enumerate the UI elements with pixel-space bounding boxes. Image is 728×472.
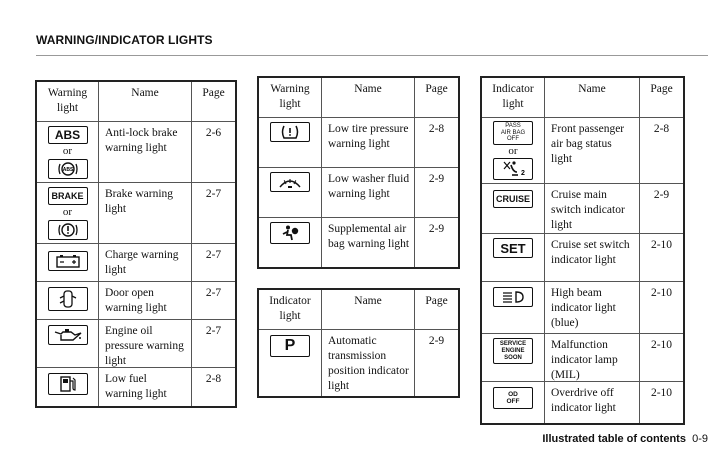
- page-number: 2-6: [205, 127, 222, 139]
- brake-exclamation-icon: [48, 220, 88, 240]
- table-row: [259, 218, 458, 267]
- page-number: 2-9: [428, 173, 445, 185]
- page-number: 2-10: [650, 287, 673, 299]
- table-row: [482, 382, 683, 423]
- header-name: Name: [354, 83, 382, 95]
- light-name: Low washer fluid warning light: [328, 173, 410, 200]
- light-name: Cruise main switch indicator light: [551, 189, 625, 231]
- park-icon: P: [270, 335, 310, 357]
- light-name: Automatic transmission position indicator light: [328, 335, 409, 392]
- page-number: 2-8: [205, 373, 222, 385]
- overdrive-off-icon: OD OFF: [493, 387, 533, 409]
- table-row: [482, 334, 683, 382]
- footer-label: Illustrated table of contents: [542, 433, 686, 445]
- page-number: 2-9: [428, 223, 445, 235]
- abs-icon: ABS: [48, 126, 88, 144]
- table-row: [482, 282, 683, 334]
- page-footer: [542, 433, 708, 445]
- light-name: Low fuel warning light: [105, 373, 167, 400]
- light-name: Low tire pressure warning light: [328, 123, 409, 150]
- header-page: Page: [650, 83, 673, 95]
- table-row: [482, 118, 683, 184]
- set-icon: SET: [493, 238, 533, 258]
- header-light: Warning light: [47, 87, 88, 114]
- indicator-lights-table-2: [480, 76, 685, 425]
- light-name: Front passenger air bag status light: [551, 123, 625, 165]
- divider: [36, 55, 708, 56]
- page-number: 2-8: [653, 123, 670, 135]
- battery-icon: [48, 251, 88, 271]
- page-number: 2-9: [428, 335, 445, 347]
- header-name: Name: [578, 83, 606, 95]
- header-light: Indicator light: [492, 83, 534, 110]
- header-light: Warning light: [270, 83, 310, 110]
- table-row: [259, 118, 458, 168]
- light-name: Overdrive off indicator light: [551, 387, 616, 414]
- washer-fluid-icon: [270, 172, 310, 192]
- table-row: [37, 282, 235, 320]
- section-title: WARNING/INDICATOR LIGHTS: [36, 33, 213, 47]
- airbag-icon: [270, 222, 310, 244]
- light-name: Cruise set switch indicator light: [551, 239, 630, 266]
- header-light: Indicator light: [269, 295, 311, 322]
- page-number: 2-7: [205, 188, 222, 200]
- header-page: Page: [425, 83, 448, 95]
- or-label: or: [62, 206, 73, 218]
- page-number: 2-10: [650, 239, 673, 251]
- light-name: Brake warning light: [105, 188, 174, 215]
- service-engine-soon-icon: SERVICE ENGINE SOON: [493, 338, 533, 364]
- table-header: [482, 78, 683, 118]
- footer-page-number: 0-9: [692, 433, 708, 445]
- table-row: [259, 168, 458, 218]
- table-row: [37, 183, 235, 244]
- airbag-off-icon: [493, 158, 533, 180]
- light-name: Door open warning light: [105, 287, 167, 314]
- table-row: [37, 244, 235, 282]
- table-row: [259, 330, 458, 396]
- light-name: High beam indicator light (blue): [551, 287, 616, 329]
- svg-text:2: 2: [521, 170, 525, 177]
- table-row: [37, 320, 235, 368]
- page-number: 2-7: [205, 287, 222, 299]
- high-beam-icon: [493, 287, 533, 307]
- cruise-icon: CRUISE: [493, 190, 533, 208]
- or-label: or: [508, 145, 518, 157]
- or-label: or: [62, 145, 73, 157]
- brake-circle-icon: [48, 159, 88, 179]
- page-number: 2-7: [205, 325, 222, 337]
- header-page: Page: [202, 87, 225, 99]
- warning-lights-table-2: [257, 76, 460, 269]
- pass-airbag-off-icon: PASS AIR BAG OFF: [493, 121, 533, 145]
- table-header: [259, 78, 458, 118]
- fuel-pump-icon: [48, 373, 88, 395]
- page-number: 2-7: [205, 249, 222, 261]
- table-row: [482, 234, 683, 282]
- door-open-icon: [48, 287, 88, 311]
- light-name: Supplemental air bag warning light: [328, 223, 410, 250]
- table-row: [37, 122, 235, 183]
- tire-pressure-icon: [270, 122, 310, 142]
- table-row: [482, 184, 683, 234]
- light-name: Anti-lock brake warning light: [105, 127, 178, 154]
- table-header: [37, 82, 235, 122]
- svg-text:ABS: ABS: [62, 167, 73, 173]
- oil-can-icon: [48, 325, 88, 345]
- page-number: 2-10: [650, 339, 673, 351]
- table-row: [37, 368, 235, 406]
- page-number: 2-10: [650, 387, 673, 399]
- warning-lights-table-1: [35, 80, 237, 408]
- light-name: Malfunction indicator lamp (MIL): [551, 339, 618, 381]
- table-header: [259, 290, 458, 330]
- light-name: Charge warning light: [105, 249, 179, 276]
- brake-icon: BRAKE: [48, 187, 88, 205]
- header-page: Page: [425, 295, 448, 307]
- header-name: Name: [354, 295, 382, 307]
- light-name: Engine oil pressure warning light: [105, 325, 184, 367]
- page-number: 2-8: [428, 123, 445, 135]
- header-name: Name: [131, 87, 159, 99]
- page-number: 2-9: [653, 189, 670, 201]
- indicator-lights-table-1: [257, 288, 460, 398]
